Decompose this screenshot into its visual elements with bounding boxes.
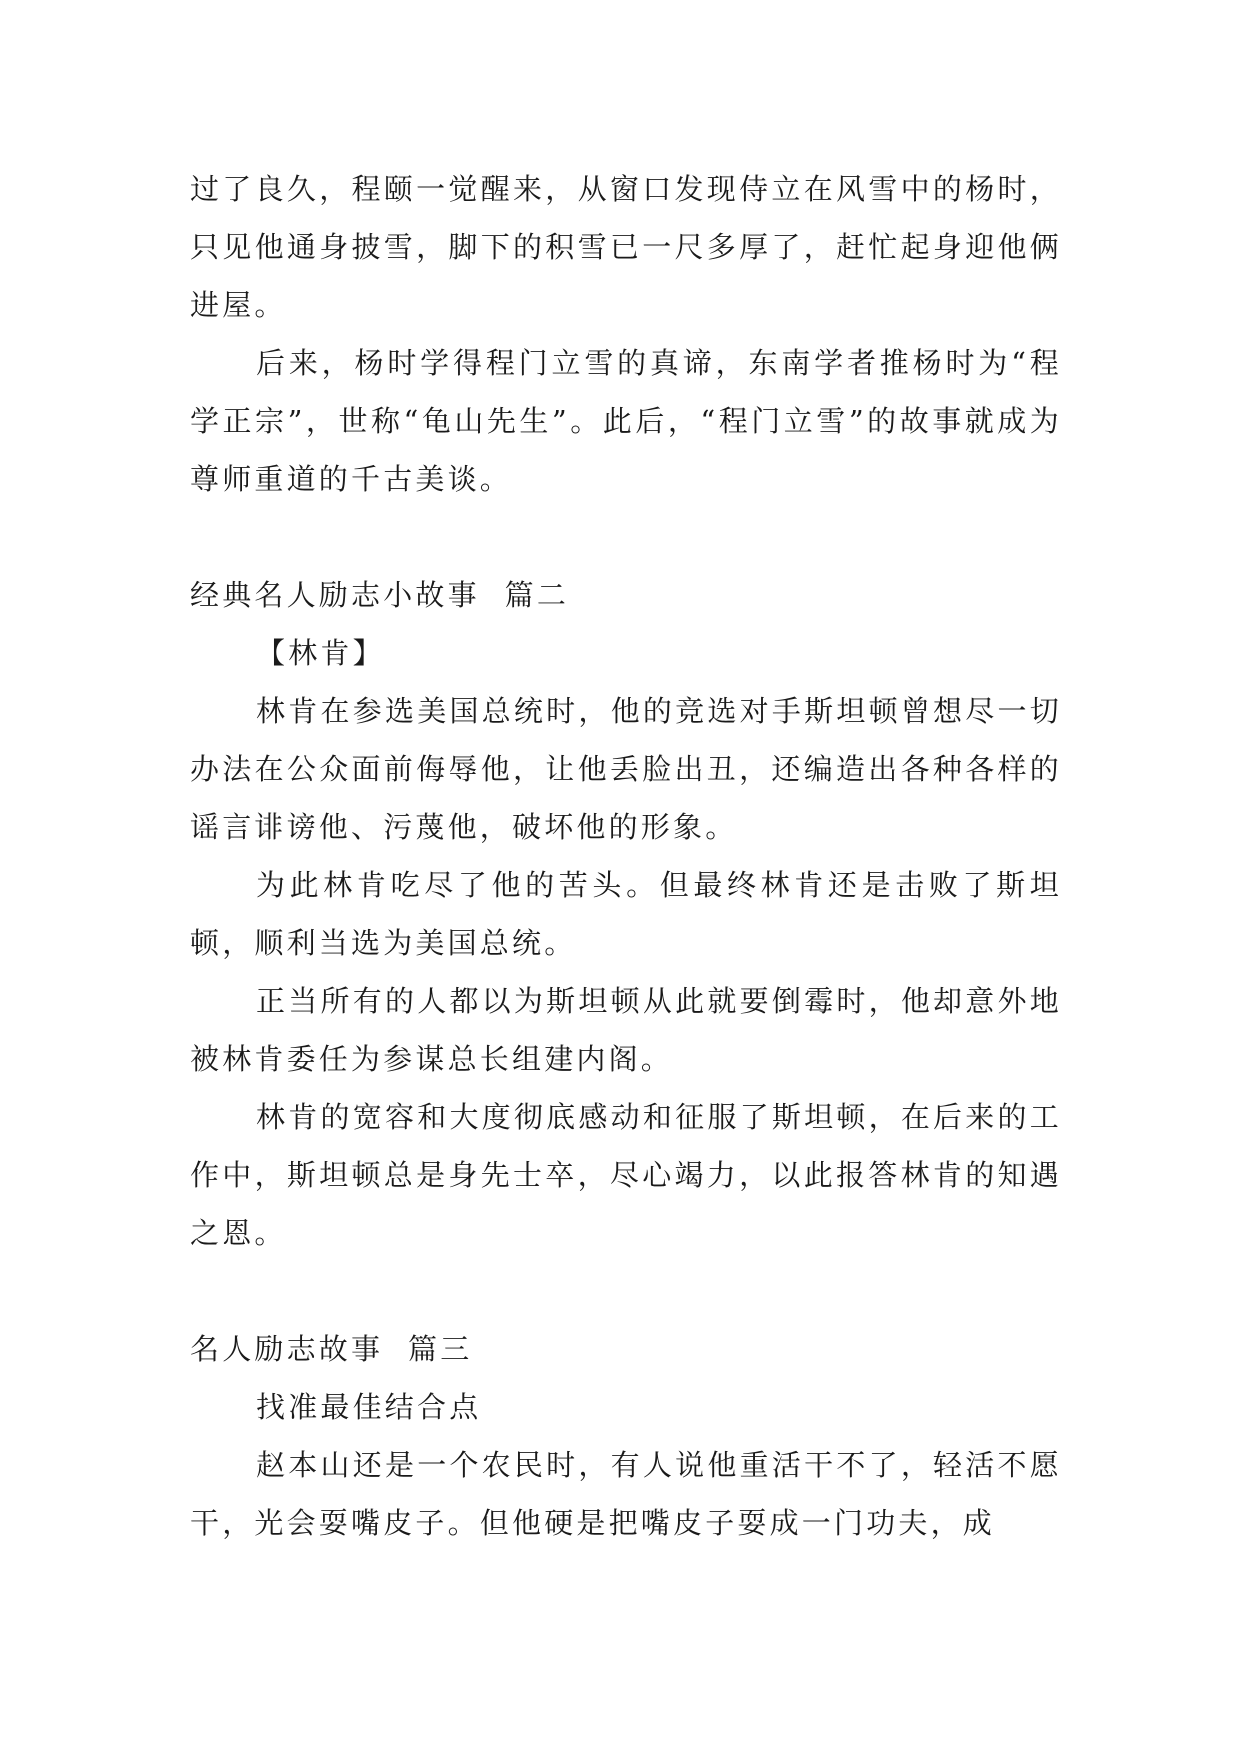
document-page xyxy=(190,160,1062,1552)
section-subtitle-2: 【林肯】 xyxy=(256,636,385,670)
paragraph-2-2: 为此林肯吃尽了他的苦头。但最终林肯还是击败了斯坦顿，顺利当选为美国总统。 xyxy=(190,868,1062,960)
paragraph-2-3: 正当所有的人都以为斯坦顿从此就要倒霉时，他却意外地被林肯委任为参谋总长组建内阁。 xyxy=(190,984,1062,1076)
paragraph-2-1: 林肯在参选美国总统时，他的竞选对手斯坦顿曾想尽一切办法在公众面前侮辱他，让他丢脸出丑，还编造出各种各样的谣言诽谤他、污蔑他，破坏他的形象。 xyxy=(190,694,1062,844)
section-heading-2: 经典名人励志小故事 篇二 xyxy=(190,578,570,612)
paragraph-3-1: 赵本山还是一个农民时，有人说他重活干不了，轻活不愿干，光会耍嘴皮子。但他硬是把嘴皮子耍成一门功夫，成 xyxy=(190,1448,1062,1540)
paragraph-1-2: 后来，杨时学得程门立雪的真谛，东南学者推杨时为“程学正宗”，世称“龟山先生”。此后，“程门立雪”的故事就成为尊师重道的千古美谈。 xyxy=(190,346,1062,496)
paragraph-1-1: 过了良久，程颐一觉醒来，从窗口发现侍立在风雪中的杨时，只见他通身披雪，脚下的积雪已一尺多厚了，赶忙起身迎他俩进屋。 xyxy=(190,172,1062,322)
section-subtitle-3: 找准最佳结合点 xyxy=(256,1390,482,1424)
paragraph-2-4: 林肯的宽容和大度彻底感动和征服了斯坦顿，在后来的工作中，斯坦顿总是身先士卒，尽心竭力，以此报答林肯的知遇之恩。 xyxy=(190,1100,1062,1250)
section-heading-3: 名人励志故事 篇三 xyxy=(190,1332,473,1366)
